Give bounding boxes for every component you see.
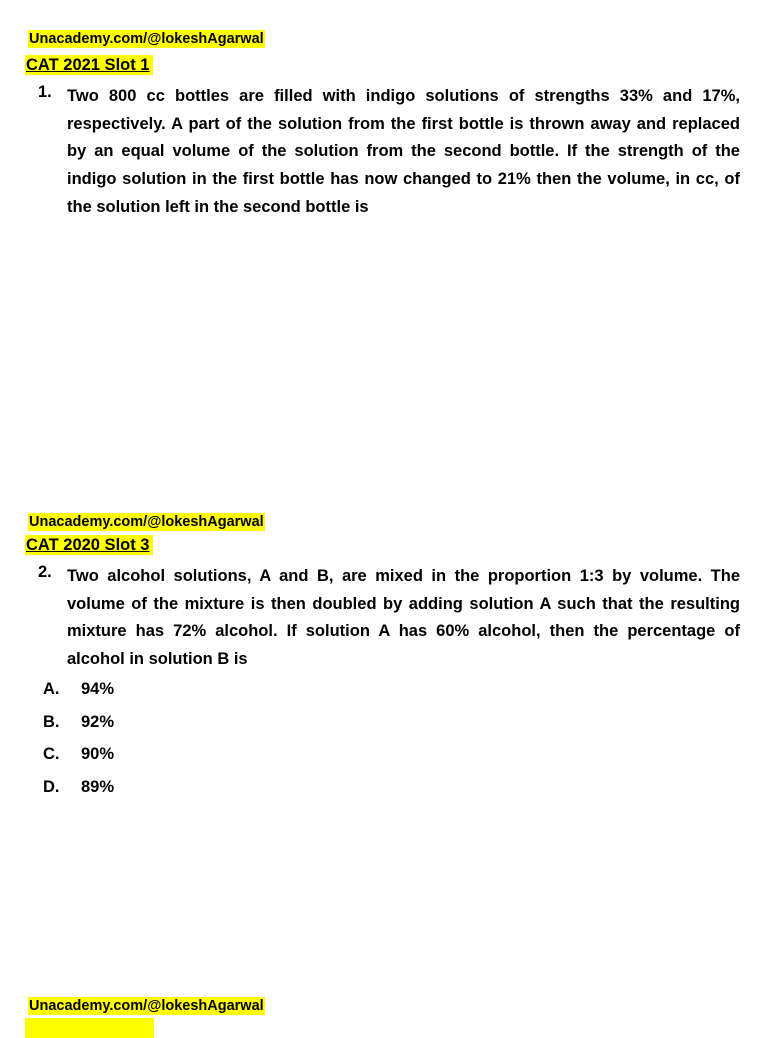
question-number: 2. — [38, 563, 52, 581]
option-text: 92% — [81, 712, 115, 731]
option-c — [43, 745, 114, 778]
option-letter: C. — [43, 745, 60, 763]
exam-label: CAT 2020 Slot 3 — [25, 535, 153, 555]
option-letter: D. — [43, 777, 60, 796]
source-watermark: Unacademy.com/@lokeshAgarwal — [29, 998, 264, 1014]
option-letter: A. — [43, 680, 60, 698]
exam-label-partial — [25, 1018, 154, 1038]
option-letter: B. — [43, 712, 60, 731]
option-text: 89% — [81, 777, 115, 796]
question-text: Two 800 cc bottles are filled with indigo solutions of strengths 33% and 17%, respectively. A part of the solution from the first bottle is thrown away and replaced by an equal volume of the solution from the second bottle. If the strength of the indigo solution in the first bottle has now changed to 21% then the volume, in cc, of the solution left in the second bottle is — [67, 87, 740, 216]
option-text: 94% — [81, 680, 115, 698]
option-d — [43, 778, 114, 811]
source-watermark: Unacademy.com/@lokeshAgarwal — [29, 31, 264, 47]
question-2 — [38, 563, 740, 674]
question-text: Two alcohol solutions, A and B, are mixed in the proportion 1:3 by volume. The volume of the mixture is then doubled by adding solution A such that the resulting mixture has 72% alcohol. If solution A has 60% alcohol, then the percentage of alcohol in solution B is — [67, 567, 740, 669]
option-a — [43, 680, 114, 713]
option-text: 90% — [81, 745, 115, 763]
question-number: 1. — [38, 83, 52, 101]
answer-options — [43, 680, 114, 810]
source-watermark: Unacademy.com/@lokeshAgarwal — [29, 514, 264, 530]
question-1 — [38, 83, 740, 222]
option-b — [43, 713, 114, 746]
exam-label: CAT 2021 Slot 1 — [25, 55, 153, 75]
